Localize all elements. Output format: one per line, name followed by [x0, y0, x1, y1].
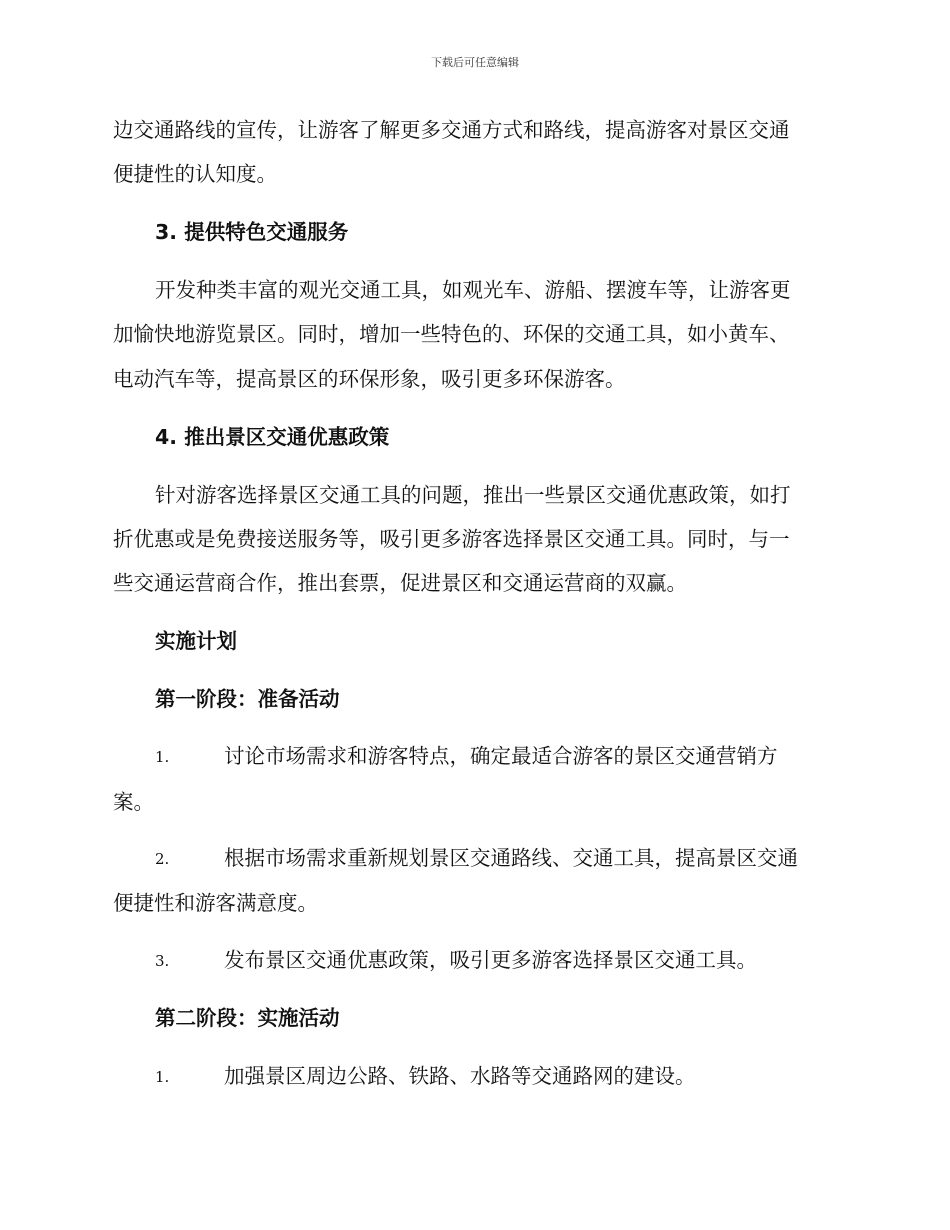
- plan-heading: 实施计划: [155, 629, 237, 653]
- section-heading: 3. 提供特色交通服务: [155, 220, 349, 244]
- list-item-number: 2.: [155, 850, 170, 868]
- paragraph-line: 些交通运营商合作，推出套票，促进景区和交通运营商的双赢。: [113, 571, 687, 595]
- list-item-text: 便捷性和游客满意度。: [113, 891, 318, 915]
- header-note: 下载后可任意编辑: [431, 56, 519, 69]
- list-item-text: 加强景区周边公路、铁路、水路等交通路网的建设。: [224, 1064, 696, 1088]
- paragraph-line: 折优惠或是免费接送服务等，吸引更多游客选择景区交通工具。同时，与一: [113, 527, 790, 551]
- list-item-text: 讨论市场需求和游客特点，确定最适合游客的景区交通营销方: [224, 744, 778, 768]
- list-item-text: 根据市场需求重新规划景区交通路线、交通工具，提高景区交通: [224, 846, 798, 870]
- list-item-text: 发布景区交通优惠政策，吸引更多游客选择景区交通工具。: [224, 948, 757, 972]
- list-item-text: 案。: [113, 790, 154, 814]
- paragraph-line: 针对游客选择景区交通工具的问题，推出一些景区交通优惠政策，如打: [155, 483, 791, 507]
- paragraph-line: 边交通路线的宣传，让游客了解更多交通方式和路线，提高游客对景区交通: [113, 118, 790, 142]
- phase2-heading: 第二阶段：实施活动: [155, 1006, 340, 1030]
- section-heading: 4. 推出景区交通优惠政策: [155, 425, 390, 449]
- paragraph-line: 便捷性的认知度。: [113, 162, 277, 186]
- paragraph-line: 开发种类丰富的观光交通工具，如观光车、游船、摆渡车等，让游客更: [155, 278, 791, 302]
- paragraph-line: 电动汽车等，提高景区的环保形象，吸引更多环保游客。: [113, 367, 626, 391]
- paragraph-line: 加愉快地游览景区。同时，增加一些特色的、环保的交通工具，如小黄车、: [113, 322, 790, 346]
- list-item-number: 3.: [155, 952, 170, 970]
- list-item-number: 1.: [155, 1068, 170, 1086]
- phase1-heading: 第一阶段：准备活动: [155, 687, 340, 711]
- list-item-number: 1.: [155, 748, 170, 766]
